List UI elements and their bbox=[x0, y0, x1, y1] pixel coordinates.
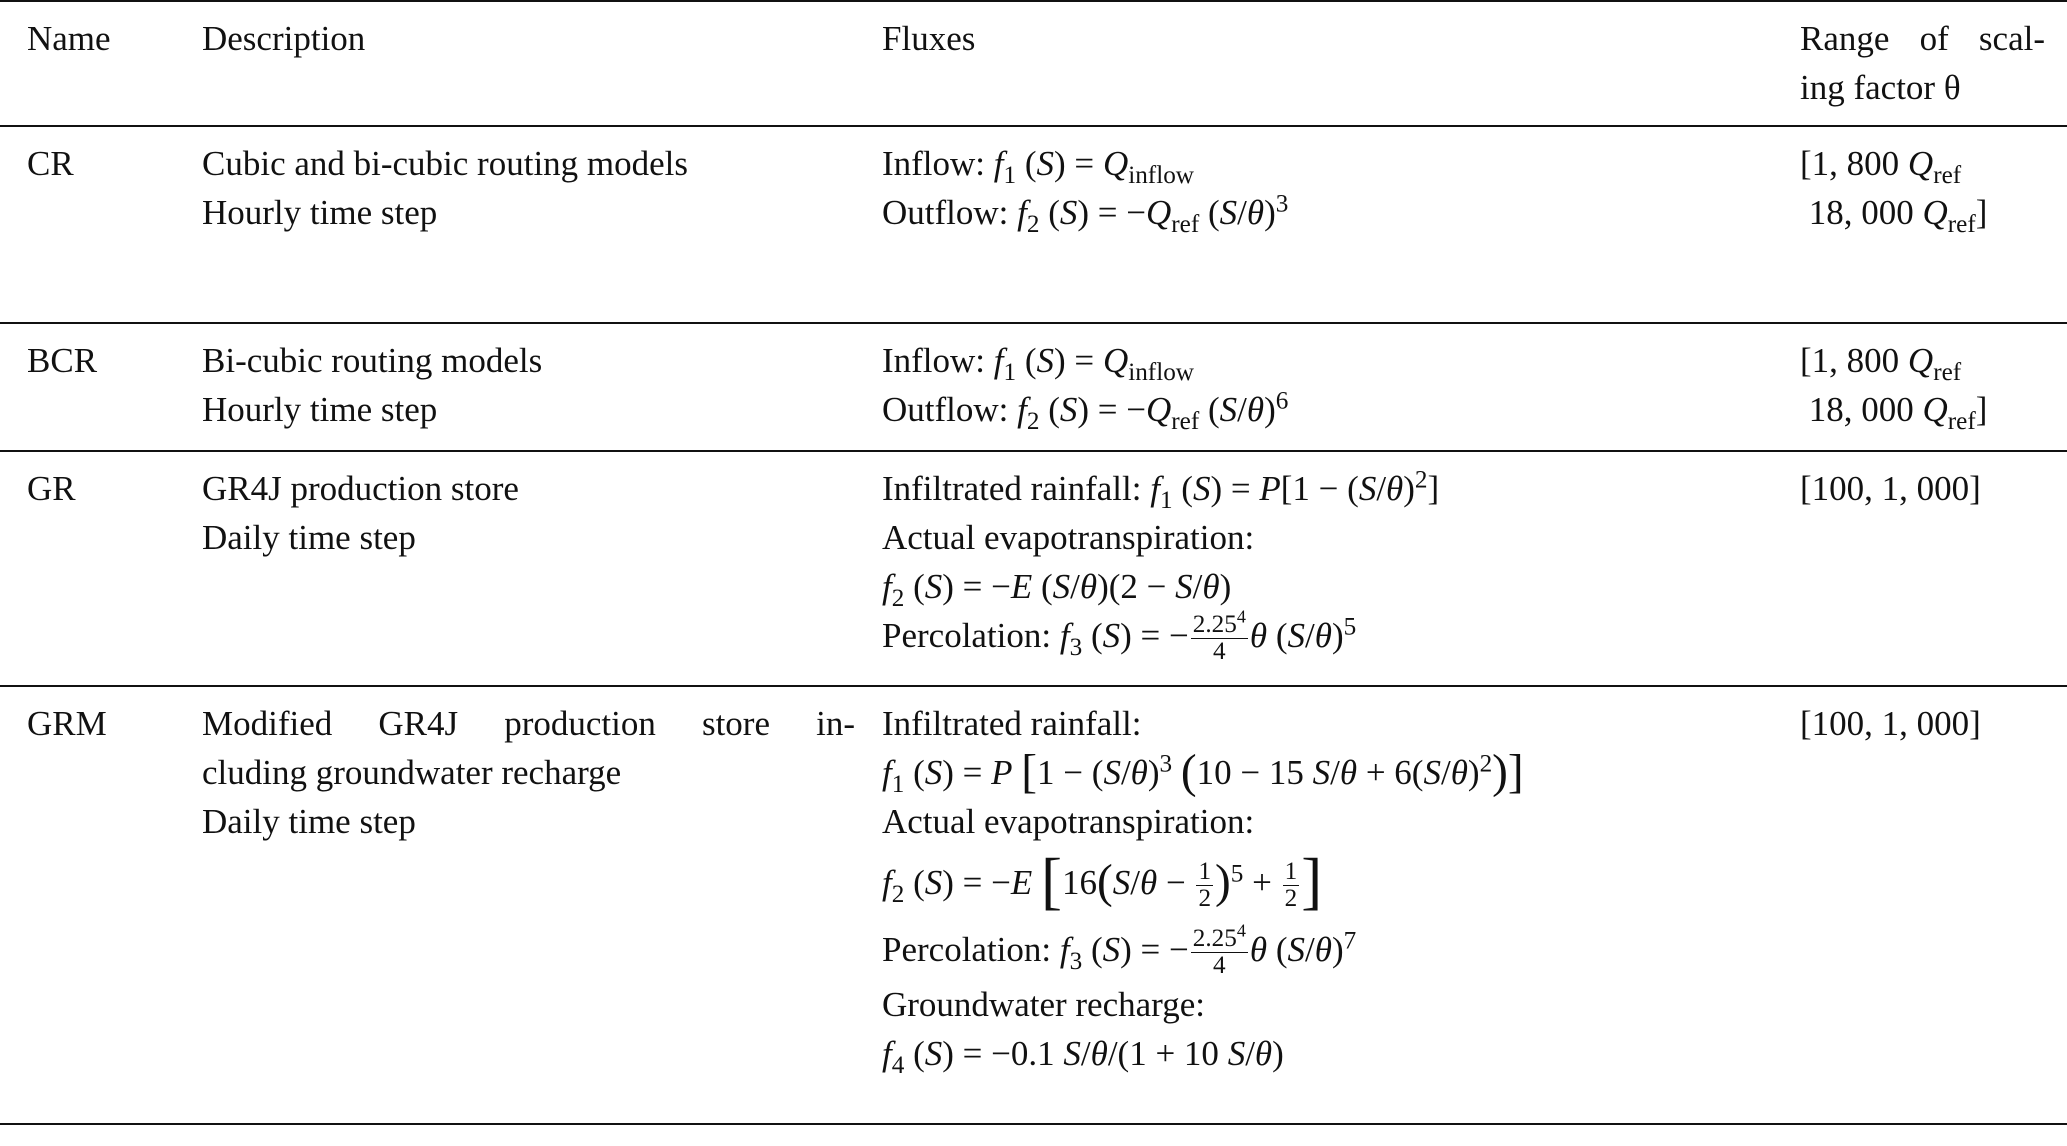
description-line: Hourly time step bbox=[202, 390, 438, 429]
model-name: CR bbox=[27, 144, 74, 183]
model-description bbox=[175, 126, 855, 323]
range-line: 18, 000 $Q_{ref}$] bbox=[1800, 193, 1988, 238]
model-range bbox=[1780, 686, 2067, 1124]
description-line: Modified GR4J production store in- bbox=[202, 704, 855, 743]
model-name: BCR bbox=[27, 341, 98, 380]
model-name: GR bbox=[27, 469, 76, 508]
description-line: cluding groundwater recharge bbox=[202, 753, 622, 792]
table-row bbox=[0, 126, 2067, 323]
model-range bbox=[1780, 323, 2067, 451]
table-row bbox=[0, 323, 2067, 451]
model-description bbox=[175, 451, 855, 686]
model-range bbox=[1780, 451, 2067, 686]
table-header-row bbox=[0, 1, 2067, 126]
flux-line: Infiltrated rainfall: $f_1$ $(S) = P[1 - (S/\theta)^2]$ bbox=[882, 466, 1440, 514]
table-row bbox=[0, 451, 2067, 686]
flux-line: Actual evapotranspiration: bbox=[882, 518, 1255, 557]
flux-line: $f_2$ (S) = −E [16(S/θ − $\frac{1}{2}$ )$^5$ + $\frac{1}{2}$ ] bbox=[882, 846, 1323, 916]
header-name: Name bbox=[27, 19, 111, 58]
flux-line: Percolation: $f_3$ (S) = − $\frac{2.25^4}{4}$ θ $(S/\theta)^5$ bbox=[882, 606, 1357, 666]
flux-line: Infiltrated rainfall: bbox=[882, 704, 1142, 743]
model-name: GRM bbox=[27, 704, 107, 743]
flux-line: Inflow: $f_1$ $(S) = Q_{inflow}$ bbox=[882, 341, 1194, 386]
model-description bbox=[175, 323, 855, 451]
flux-line: $f_4$ (S) = −0.1 S/θ/(1 + 10 S/θ) bbox=[882, 1033, 1284, 1079]
header-description: Description bbox=[202, 19, 366, 58]
description-line: Bi-cubic routing models bbox=[202, 341, 543, 380]
description-line: Hourly time step bbox=[202, 193, 438, 232]
description-line: Daily time step bbox=[202, 518, 416, 557]
flux-line: Outflow: $f_2$ $(S) = -Q_{ref}$ $(S/\theta)^6$ bbox=[882, 387, 1289, 435]
description-line: Cubic and bi-cubic routing models bbox=[202, 144, 689, 183]
flux-line: $f_1$ (S) = P [$1 - (S/\theta)^3$ (10 − 15 $S/\theta + 6(S/\theta)^2$)] bbox=[882, 746, 1524, 798]
header-range-line2: ing factor θ bbox=[1800, 68, 1961, 107]
header-fluxes: Fluxes bbox=[882, 19, 976, 58]
table-row bbox=[0, 686, 2067, 1124]
range-line: [1, 800 $Q_{ref}$ bbox=[1800, 341, 1962, 386]
model-fluxes bbox=[855, 323, 1780, 451]
header-range bbox=[1780, 1, 2067, 126]
range-line: [100, 1, 000] bbox=[1800, 469, 1981, 508]
model-fluxes bbox=[855, 126, 1780, 323]
range-line: [1, 800 $Q_{ref}$ bbox=[1800, 144, 1962, 189]
flux-line: $f_2$ (S) = −E (S/θ)(2 − S/θ) bbox=[882, 567, 1232, 612]
header-range-line1: Range of scal- bbox=[1800, 19, 2045, 58]
model-description bbox=[175, 686, 855, 1124]
range-line: 18, 000 $Q_{ref}$] bbox=[1800, 390, 1988, 435]
flux-line: Actual evapotranspiration: bbox=[882, 802, 1255, 841]
model-fluxes bbox=[855, 451, 1780, 686]
model-fluxes bbox=[855, 686, 1780, 1124]
description-line: GR4J production store bbox=[202, 469, 519, 508]
description-line: Daily time step bbox=[202, 802, 416, 841]
flux-line: Inflow: $f_1$ $(S) = Q_{inflow}$ bbox=[882, 144, 1194, 189]
flux-line: Percolation: $f_3$ (S) = − $\frac{2.25^4}{4}$ θ $(S/\theta)^7$ bbox=[882, 920, 1357, 980]
flux-line: Groundwater recharge: bbox=[882, 984, 1205, 1024]
model-range bbox=[1780, 126, 2067, 323]
range-line: [100, 1, 000] bbox=[1800, 704, 1981, 743]
flux-line: Outflow: $f_2$ $(S) = -Q_{ref}$ $(S/\theta)^3$ bbox=[882, 190, 1289, 238]
